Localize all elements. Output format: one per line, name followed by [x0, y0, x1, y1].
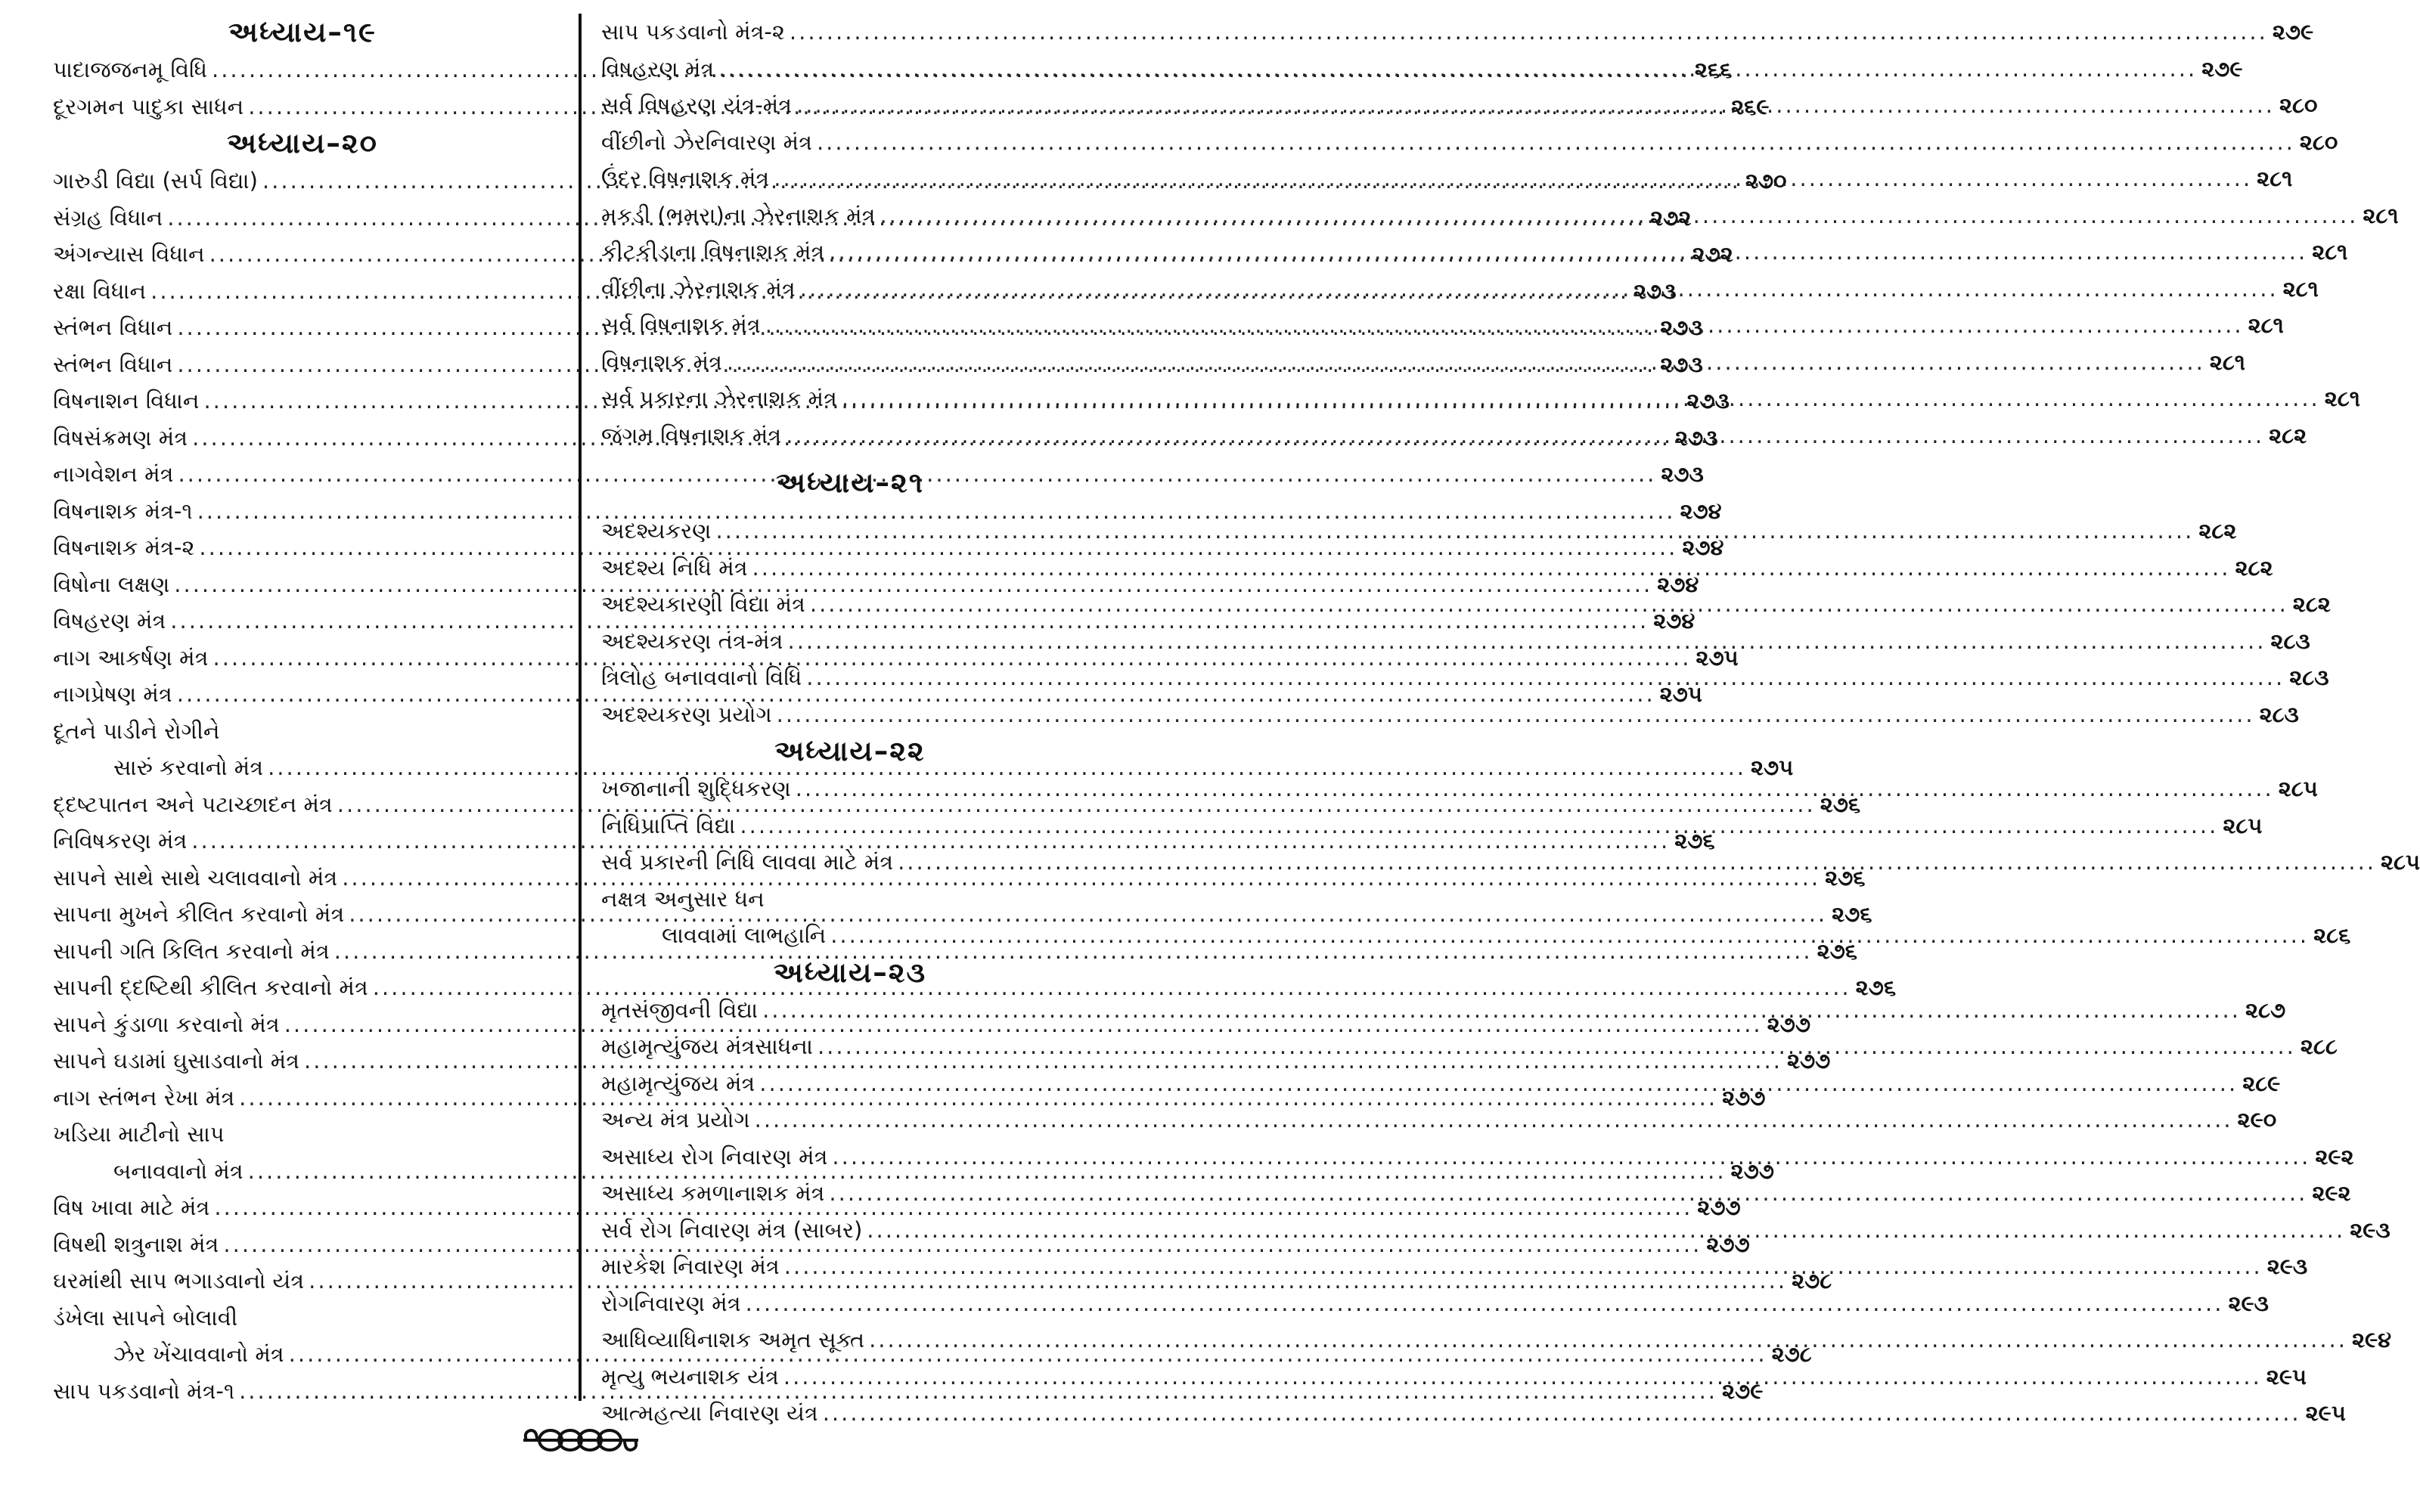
dot-leader	[818, 1028, 2296, 1065]
dot-leader	[759, 1065, 2238, 1102]
entry-page-number: ૨૭૮	[1792, 1268, 1832, 1294]
entry-title: મૃત્યુ ભયનાશક યંત્ર	[601, 1363, 779, 1390]
entry-title: મહામૃત્યુંજય મંત્રસાધના	[601, 1033, 813, 1059]
entry-title: નક્ષત્ર અનુસાર ધન	[601, 885, 765, 912]
chapter-heading: અધ્યાય–૨૩	[773, 956, 927, 989]
entry-page-number: ૨૭૩	[1686, 388, 1730, 414]
dot-leader	[867, 1212, 2345, 1249]
entry-title: ત્રિલોહ બનાવવાનો વિધિ	[601, 665, 802, 690]
entry-title: ઉંદર વિષનાશક મંત્ર	[601, 166, 770, 191]
dot-leader	[806, 659, 2285, 696]
entry-title: મહામૃત્યુંજય મંત્ર	[601, 1070, 755, 1096]
entry-page-number: ૨૮૨	[2235, 554, 2273, 581]
entry-page-number: ૨૭૩	[1660, 351, 1703, 377]
entry-title: વિષ ખાવા માટે મંત્ર	[53, 1194, 210, 1220]
dot-leader	[829, 1175, 2307, 1212]
dot-leader	[880, 197, 2358, 234]
dot-leader	[783, 1359, 2262, 1396]
entry-title: અદશ્યકરણ પ્રયોગ	[601, 701, 772, 727]
entry-page-number: ૨૭૯	[2272, 19, 2314, 45]
entry-title: રક્ષા વિધાન	[53, 277, 147, 304]
entry-title: સંગ્રહ વિધાન	[53, 204, 163, 231]
entry-page-number: ૨૭૩	[1660, 314, 1703, 340]
entry-page-number: ૨૯૫	[2266, 1363, 2307, 1390]
entry-title: વીંછીનો ઝેરનિવારણ મંત્ર	[601, 129, 812, 155]
dot-leader	[790, 14, 2268, 51]
entry-title: સર્વ પ્રકારની નિધિ લાવવા માટે મંત્ર	[601, 849, 894, 875]
entry-title: સર્વ વિષનાશક મંત્ર	[601, 312, 761, 338]
entry-title: સાપને ઘડામાં ઘુસાડવાનો મંત્ર	[53, 1048, 300, 1074]
entry-page-number: ૨૮૧	[2312, 239, 2348, 265]
entry-page-number: ૨૭૫	[1659, 681, 1702, 707]
entry-page-number: ૨૮૧	[2324, 386, 2360, 411]
entry-page-number: ૨૯૩	[2228, 1290, 2269, 1316]
dot-leader	[788, 623, 2266, 660]
entry-page-number: ૨૭૪	[1680, 497, 1722, 524]
toc-entry	[601, 1395, 2346, 1432]
entry-title: સાપના મુખને કીલિત કરવાનો મંત્ર	[53, 901, 345, 927]
dot-leader	[777, 696, 2255, 733]
entry-page-number: ૨૭૮	[1771, 1341, 1812, 1367]
entry-page-number: ૨૭૭	[1786, 1048, 1831, 1074]
entry-title: ખડિયા માટીનો સાપ	[53, 1121, 225, 1147]
entry-page-number: ૨૭૬	[1855, 974, 1897, 1000]
chapter-heading: અધ્યાય–૨૧	[776, 466, 924, 499]
entry-title: અદશ્યકરણ તંત્ર-મંત્ર	[601, 627, 783, 654]
entry-page-number: ૨૭૩	[1675, 424, 1718, 451]
entry-page-number: ૨૮૦	[2299, 129, 2338, 155]
entry-title: સર્વ રોગ નિવારણ મંત્ર (સાબર)	[601, 1216, 863, 1243]
entry-title: કીટકીડાના વિષનાશક મંત્ર	[601, 239, 825, 265]
entry-title: સાપની ગતિ કિલિત કરવાનો મંત્ર	[53, 937, 330, 964]
entry-title: અદશ્ય નિધિ મંત્ર	[601, 554, 748, 581]
entry-page-number: ૨૮૫	[2223, 812, 2263, 838]
toc-entry	[601, 1101, 2277, 1139]
entry-title: વિષોના લક્ષણ	[53, 571, 170, 597]
entry-page-number: ૨૮૨	[2292, 591, 2331, 617]
entry-title: અસાધ્ય કમળાનાશક મંત્ર	[601, 1180, 825, 1206]
entry-title: વિષથી શત્રુનાશ મંત્ર	[53, 1231, 219, 1257]
entry-title: ખજાનાની શુદ્ધિકરણ	[601, 776, 791, 801]
entry-page-number: ૨૭૬	[1817, 937, 1858, 964]
entry-page-number: ૨૭૨	[1650, 204, 1692, 231]
entry-title: નાગ સ્તંભન રેખા મંત્ર	[53, 1084, 235, 1111]
toc-entry-line	[601, 881, 1099, 918]
entry-page-number: ૨૯૫	[2305, 1400, 2346, 1426]
entry-page-number: ૨૭૭	[1767, 1011, 1810, 1037]
dot-leader	[817, 124, 2295, 161]
toc-entry	[601, 1285, 2269, 1322]
entry-title: દ્દષ્ટપાતન અને પટાચ્છાદન મંત્ર	[53, 791, 333, 817]
entry-title: સાપ પકડવાનો મંત્ર-૨	[601, 19, 785, 45]
dot-leader	[869, 1321, 2347, 1359]
chapter-heading: અધ્યાય–૨૨	[774, 735, 926, 767]
dot-leader	[832, 1139, 2310, 1176]
entry-title: નિવિષકરણ મંત્ર	[53, 828, 188, 854]
entry-title: ગારુડી વિદ્યા (સર્પ વિદ્યા)	[53, 168, 258, 194]
dot-leader	[727, 344, 2205, 381]
entry-title: સાપને સાથે સાથે ચલાવવાનો મંત્ર	[53, 864, 338, 891]
entry-page-number: ૨૭૬	[1674, 828, 1715, 854]
entry-title: અન્ય મંત્ર પ્રયોગ	[601, 1107, 750, 1132]
entry-page-number: ૨૭૭	[1706, 1231, 1750, 1257]
entry-page-number: ૨૭૩	[1661, 461, 1704, 487]
entry-page-number: ૨૭૨	[1692, 241, 1733, 267]
dot-leader	[810, 586, 2288, 623]
entry-page-number: ૨૯૪	[2351, 1327, 2392, 1352]
entry-title: અદશ્યકરણ	[601, 518, 712, 544]
dot-leader	[898, 844, 2376, 881]
dot-leader	[786, 417, 2264, 454]
dot-leader	[784, 1248, 2263, 1285]
entry-title: સાપ પકડવાનો મંત્ર-૧	[53, 1377, 235, 1404]
entry-page-number: ૨૮૩	[2289, 665, 2329, 690]
toc-entry-line	[53, 1300, 552, 1337]
entry-page-number: ૨૮૫	[2278, 776, 2318, 801]
toc-entry-line	[53, 1116, 552, 1153]
entry-title: નાગ આકર્ષણ મંત્ર	[53, 644, 209, 671]
entry-page-number: ૨૭૬	[1820, 791, 1861, 817]
entry-page-number: ૨૮૧	[2363, 202, 2399, 228]
entry-page-number: ૨૬૯	[1731, 93, 1770, 119]
entry-page-number: ૨૯૨	[2312, 1180, 2351, 1206]
entry-page-number: ૨૮૮	[2300, 1033, 2338, 1059]
entry-title: સારું કરવાનો મંત્ર	[113, 754, 264, 780]
entry-title: પાદાજજનમૂ વિધિ	[53, 57, 207, 82]
dot-leader	[823, 1395, 2301, 1432]
entry-title: લાવવામાં લાભહાનિ	[662, 922, 827, 948]
entry-title: સર્વ વિષહરણ યંત્ર-મંત્ર	[601, 92, 793, 118]
entry-page-number: ૨૮૧	[2248, 312, 2284, 338]
entry-title: વીંછીના ઝેરનાશક મંત્ર	[601, 275, 796, 302]
toc-entry	[53, 493, 1722, 530]
entry-page-number: ૨૭૭	[1730, 1157, 1774, 1184]
entry-page-number: ૨૮૭	[2245, 996, 2286, 1023]
entry-title: વિષનાશક મંત્ર-૨	[53, 534, 195, 560]
entry-page-number: ૨૭૪	[1653, 608, 1696, 634]
entry-page-number: ૨૭૦	[1745, 168, 1787, 194]
dot-leader	[829, 234, 2307, 271]
entry-page-number: ૨૮૦	[2279, 92, 2318, 118]
entry-page-number: ૨૭૪	[1657, 571, 1699, 597]
chapter-heading: અધ્યાય–૧૯	[228, 16, 377, 48]
dot-leader	[755, 1101, 2233, 1139]
dot-leader	[774, 160, 2252, 197]
entry-page-number: ૨૮૧	[2257, 166, 2293, 191]
entry-title: વિષનાશક મંત્ર-૧	[53, 497, 193, 524]
entry-title: વિષહરણ મંત્ર	[601, 55, 715, 82]
toc-entry	[601, 696, 2299, 733]
dot-leader	[830, 917, 2309, 954]
entry-page-number: ૨૮૨	[2269, 422, 2307, 448]
dot-leader	[746, 1285, 2224, 1322]
entry-page-number: ૨૭૭	[1722, 1084, 1766, 1111]
entry-title: ઘરમાંથી સાપ ભગાડવાનો યંત્ર	[53, 1268, 305, 1294]
entry-title: વિષનાશન વિધાન	[53, 388, 200, 414]
dot-leader	[796, 770, 2274, 807]
entry-title: દૂતને પાડીને રોગીને	[53, 717, 220, 744]
column-divider	[579, 14, 582, 1401]
dot-leader	[740, 807, 2218, 844]
entry-page-number: ૨૮૩	[2259, 701, 2299, 727]
entry-title: વિષહરણ મંત્ર	[53, 608, 166, 634]
entry-page-number: ૨૯૩	[2350, 1216, 2391, 1243]
dot-leader	[800, 271, 2279, 308]
entry-page-number: ૨૭૯	[1722, 1377, 1764, 1404]
entry-page-number: ૨૮૧	[2282, 275, 2319, 302]
dot-leader	[842, 380, 2320, 417]
entry-title: સાપની દ્દષ્ટિથી કીલિત કરવાનો મંત્ર	[53, 974, 368, 1000]
entry-page-number: ૨૭૪	[1682, 534, 1724, 560]
entry-page-number: ૨૭૩	[1634, 277, 1677, 304]
entry-page-number: ૨૭૭	[1697, 1194, 1741, 1220]
entry-title: આધિવ્યાધિનાશક અમૃત સૂક્ત	[601, 1327, 865, 1352]
entry-page-number: ૨૮૬	[2313, 922, 2351, 948]
entry-page-number: ૨૮૧	[2209, 349, 2246, 375]
entry-page-number: ૨૯૩	[2266, 1253, 2308, 1279]
entry-title: સ્તંભન વિધાન	[53, 314, 173, 340]
entry-page-number: ૨૭૬	[1832, 901, 1872, 927]
dot-leader	[752, 550, 2231, 587]
entry-page-number: ૨૮૯	[2242, 1070, 2281, 1096]
dot-leader	[796, 87, 2275, 124]
chain-ornament-icon	[520, 1421, 641, 1459]
entry-title: નિધિપ્રાપ્તિ વિદ્યા	[601, 812, 736, 838]
entry-title: મકડી (ભમરા)ના ઝેરનાશક મંત્ર	[601, 202, 876, 228]
entry-page-number: ૨૯૨	[2315, 1143, 2354, 1170]
entry-page-number: ૨૬૬	[1694, 57, 1733, 82]
entry-title: અંગન્યાસ વિધાન	[53, 241, 205, 267]
entry-title: જંગમ વિષનાશક મંત્ર	[601, 422, 782, 448]
spacer	[601, 502, 1099, 513]
chapter-heading: અધ્યાય–૨૦	[227, 127, 378, 160]
entry-title: સાપને કુંડાળા કરવાનો મંત્ર	[53, 1011, 280, 1037]
entry-title: અસાધ્ય રોગ નિવારણ મંત્ર	[601, 1143, 828, 1170]
entry-page-number: ૨૮૩	[2270, 627, 2310, 654]
entry-page-number: ૨૭૯	[2201, 55, 2243, 82]
entry-page-number: ૨૭૬	[1825, 864, 1866, 891]
entry-title: સ્તંભન વિધાન	[53, 351, 173, 377]
entry-page-number: ૨૭૫	[1751, 754, 1794, 780]
entry-title: દૂરગમન પાદુકા સાધન	[53, 93, 244, 119]
toc-entry	[601, 14, 2314, 51]
toc-entry	[601, 124, 2338, 161]
entry-title: બનાવવાનો મંત્ર	[113, 1157, 244, 1184]
toc-entry-line	[53, 713, 552, 750]
entry-title: મારકેશ નિવારણ મંત્ર	[601, 1253, 780, 1279]
entry-title: આત્મહત્યા નિવારણ યંત્ર	[601, 1400, 818, 1426]
entry-title: અદશ્યકારણી વિદ્યા મંત્ર	[601, 591, 805, 617]
dot-leader	[718, 51, 2197, 88]
spacer	[601, 454, 1099, 464]
entry-page-number: ૨૭૫	[1696, 644, 1739, 671]
dot-leader	[762, 992, 2241, 1029]
entry-page-number: ૨૯૦	[2237, 1107, 2277, 1132]
dot-leader	[715, 513, 2194, 550]
entry-page-number: ૨૮૫	[2381, 849, 2420, 875]
entry-title: વિષનાશક મંત્ર	[601, 349, 722, 375]
entry-page-number: ૨૮૨	[2198, 518, 2237, 544]
entry-title: ડંખેલા સાપને બોલાવી	[53, 1304, 238, 1331]
dot-leader	[765, 307, 2244, 344]
entry-title: નાગપ્રેષણ મંત્ર	[53, 681, 172, 707]
entry-title: ઝેર ખેંચાવવાનો મંત્ર	[113, 1341, 284, 1367]
entry-title: રોગનિવારણ મંત્ર	[601, 1290, 741, 1316]
entry-title: સર્વ પ્રકારના ઝેરનાશક મંત્ર	[601, 386, 837, 411]
entry-title: મૃતસંજીવની વિદ્યા	[601, 996, 759, 1023]
entry-title: વિષસંક્રમણ મંત્ર	[53, 424, 188, 451]
entry-title: નાગવેશન મંત્ર	[53, 461, 174, 487]
